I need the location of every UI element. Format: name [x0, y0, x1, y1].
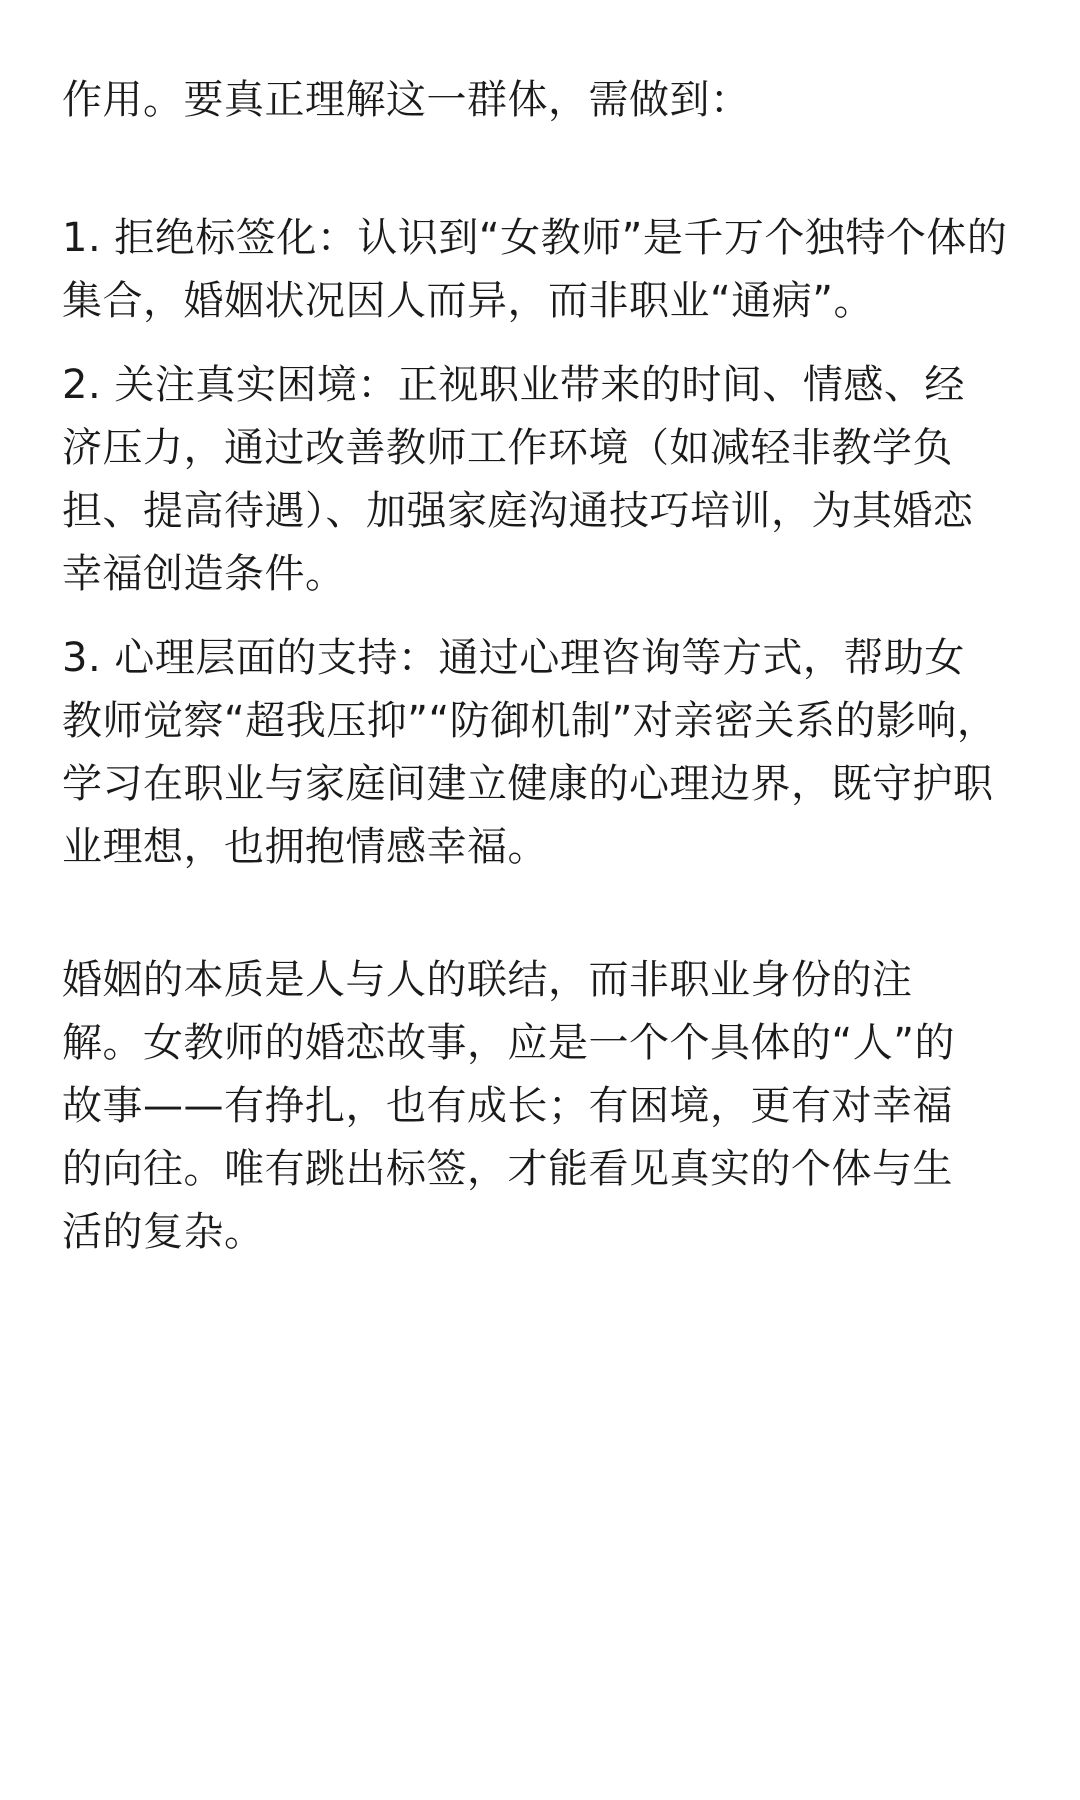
point-3-line-1: 3. 心理层面的支持：通过心理咨询等方式，帮助女	[62, 635, 965, 681]
conclusion-line-4: 的向往。唯有跳出标签，才能看见真实的个体与生	[62, 1146, 953, 1192]
point-3-line-3: 学习在职业与家庭间建立健康的心理边界，既守护职	[62, 761, 994, 807]
point-3-line-4: 业理想，也拥抱情感幸福。	[62, 824, 548, 870]
conclusion-line-1: 婚姻的本质是人与人的联结，而非职业身份的注	[62, 957, 913, 1003]
point-3-line-2: 教师觉察“超我压抑”“防御机制”对亲密关系的影响，	[62, 698, 998, 744]
point-2-line-4: 幸福创造条件。	[62, 551, 346, 597]
point-1-line-2: 集合，婚姻状况因人而异，而非职业“通病”。	[62, 278, 874, 324]
intro-line: 作用。要真正理解这一群体，需做到：	[62, 77, 751, 123]
point-2-line-2: 济压力，通过改善教师工作环境（如减轻非教学负	[62, 425, 953, 471]
conclusion-line-3: 故事——有挣扎，也有成长；有困境，更有对幸福	[62, 1083, 953, 1129]
conclusion-line-2: 解。女教师的婚恋故事，应是一个个具体的“人”的	[62, 1020, 955, 1066]
point-2-line-3: 担、提高待遇）、加强家庭沟通技巧培训，为其婚恋	[62, 488, 974, 534]
point-2-line-1: 2. 关注真实困境：正视职业带来的时间、情感、经	[62, 362, 965, 408]
point-1-line-1: 1. 拒绝标签化：认识到“女教师”是千万个独特个体的	[62, 215, 1008, 261]
conclusion-line-5: 活的复杂。	[62, 1209, 265, 1255]
